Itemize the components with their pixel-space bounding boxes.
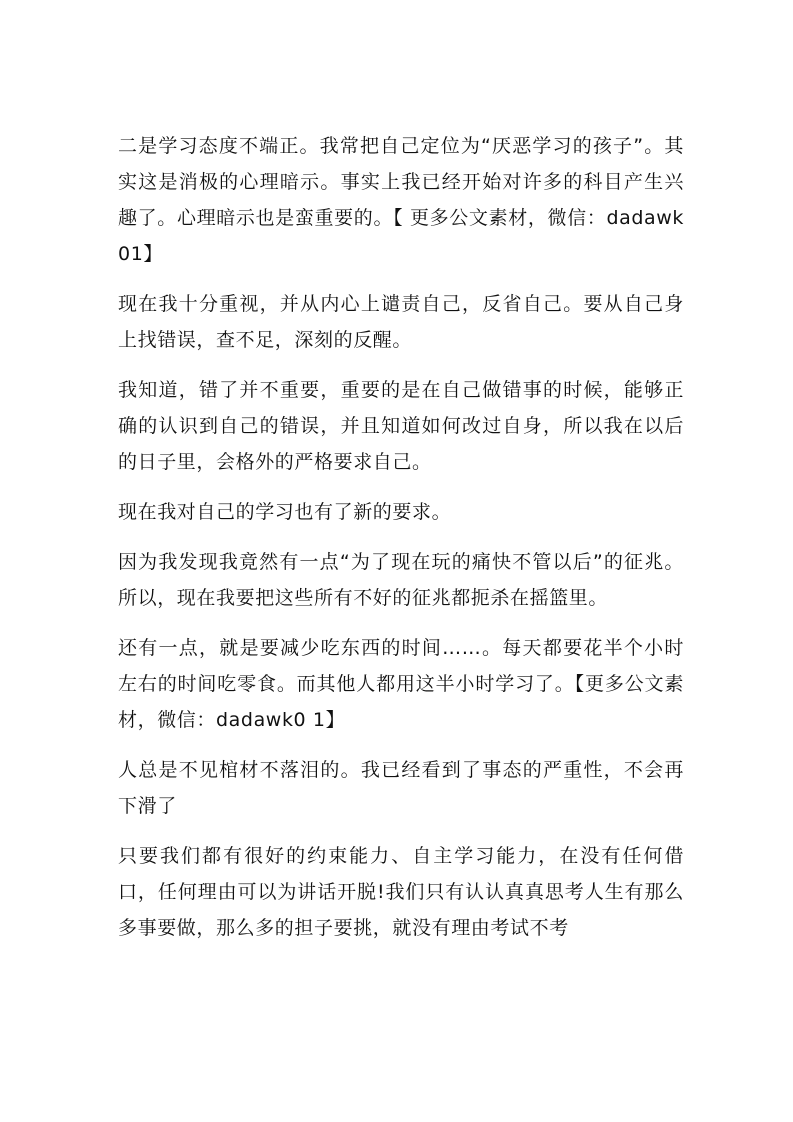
paragraph-7: 人总是不见棺材不落泪的。我已经看到了事态的严重性，不会再下滑了 — [118, 759, 684, 817]
paragraph-8: 只要我们都有很好的约束能力、自主学习能力，在没有任何借口，任何理由可以为讲话开脱!我们只有认认真真思考人生有那么多事要做，那么多的担子要挑，就没有理由考试不考 — [118, 845, 684, 939]
paragraph-3: 我知道，错了并不重要，重要的是在自己做错事的时候，能够正确的认识到自己的错误，并且知道如何改过自身，所以我在以后的日子里，会格外的严格要求自己。 — [118, 379, 684, 473]
document-body — [118, 128, 684, 960]
paragraph-1: 二是学习态度不端正。我常把自己定位为“厌恶学习的孩子”。其实这是消极的心理暗示。事实上我已经开始对许多的科目产生兴趣了。心理暗示也是蛮重要的。【 更多公文素材，微信：dadawk01】 — [118, 135, 684, 265]
paragraph-4: 现在我对自己的学习也有了新的要求。 — [118, 501, 452, 523]
paragraph-6: 还有一点，就是要减少吃东西的时间……。每天都要花半个小时左右的时间吃零食。而其他人都用这半小时学习了。【更多公文素材，微信：dadawk0 1】 — [118, 637, 684, 731]
paragraph-5: 因为我发现我竟然有一点“为了现在玩的痛快不管以后”的征兆。所以，现在我要把这些所有不好的征兆都扼杀在摇篮里。 — [118, 551, 684, 609]
paragraph-2: 现在我十分重视，并从内心上谴责自己，反省自己。要从自己身上找错误，查不足，深刻的反醒。 — [118, 293, 684, 351]
